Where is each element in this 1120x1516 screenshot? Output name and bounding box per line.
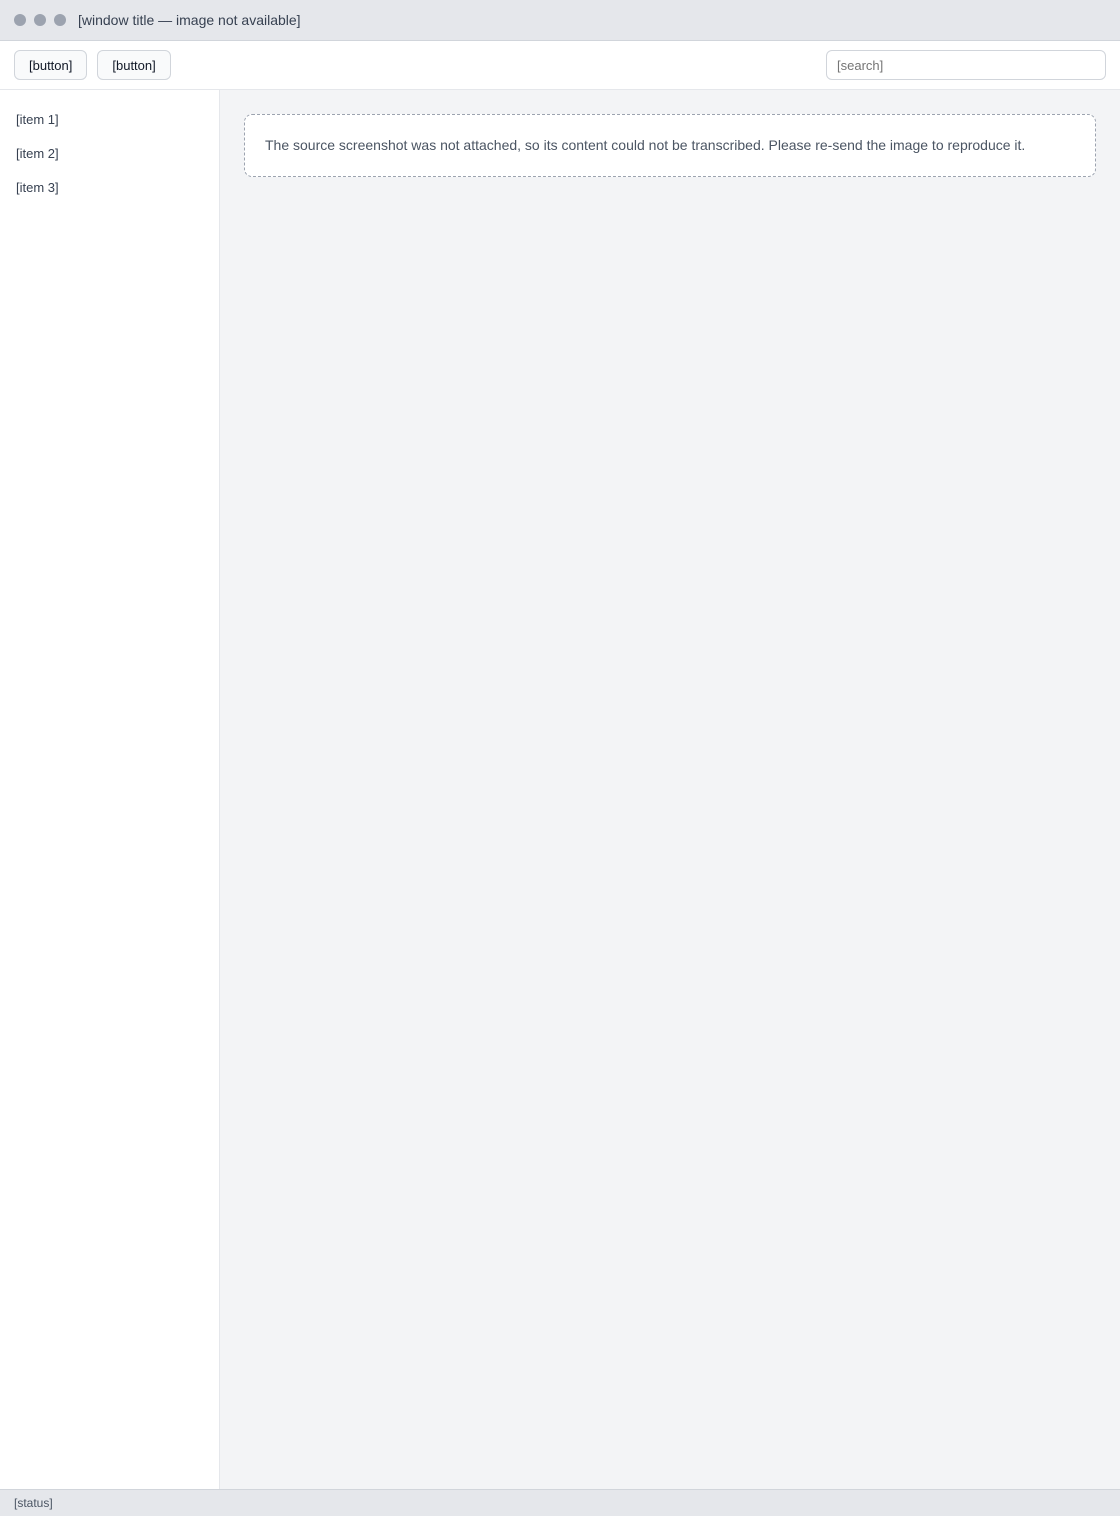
- window-controls: [14, 14, 66, 26]
- window-title: [window title — image not available]: [78, 12, 301, 28]
- search-input[interactable]: [826, 50, 1106, 80]
- content-area: [0, 90, 1120, 1489]
- missing-image-notice: The source screenshot was not attached, so its content could not be transcribed. Please re-send the image to reproduce it.: [244, 114, 1096, 177]
- close-window-icon[interactable]: [14, 14, 26, 26]
- main-panel: [220, 90, 1120, 1489]
- toolbar: [0, 41, 1120, 90]
- sidebar-item[interactable]: [item 3]: [16, 179, 59, 195]
- sidebar-item[interactable]: [item 1]: [16, 111, 59, 127]
- minimize-window-icon[interactable]: [34, 14, 46, 26]
- sidebar: [0, 90, 220, 1489]
- status-bar: [0, 1489, 1120, 1516]
- status-text: [status]: [14, 1496, 53, 1510]
- primary-button[interactable]: [button]: [14, 50, 87, 80]
- secondary-button[interactable]: [button]: [97, 50, 170, 80]
- maximize-window-icon[interactable]: [54, 14, 66, 26]
- sidebar-item[interactable]: [item 2]: [16, 145, 59, 161]
- title-bar: [0, 0, 1120, 41]
